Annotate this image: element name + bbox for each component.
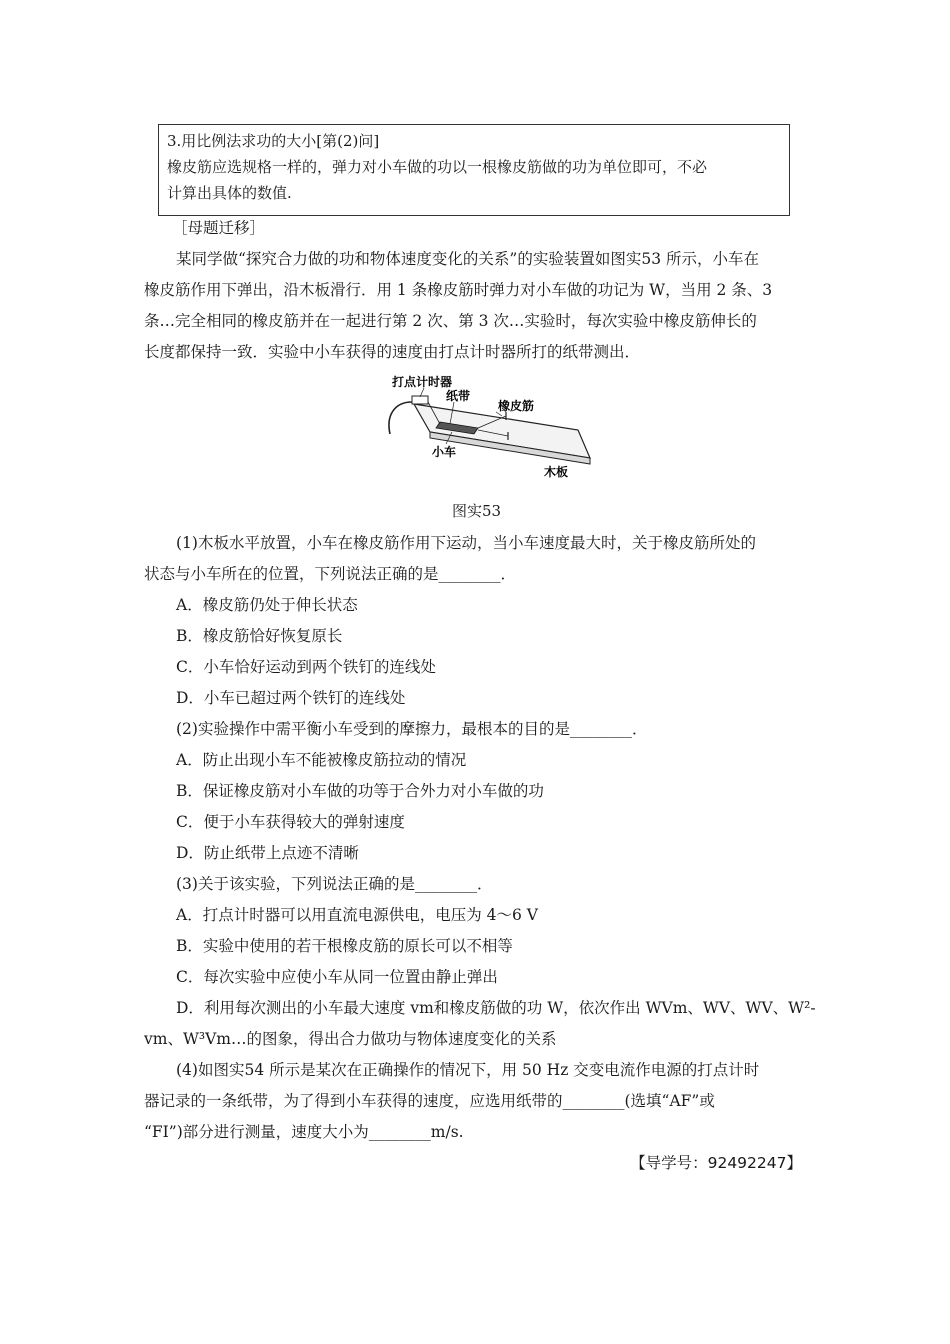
tip-title: 3.用比例法求功的大小[第(2)问]	[167, 132, 380, 150]
q3-option-d-line-1: D．利用每次测出的小车最大速度 vm和橡皮筋做的功 W，依次作出 WVm、WV、WV、W²-	[176, 999, 816, 1017]
section-label: ［母题迁移］	[172, 219, 266, 237]
q3-option-d-line-2: vm、W³Vm…的图象，得出合力做功与物体速度变化的关系	[144, 1030, 557, 1048]
q1-stem-line-2: 状态与小车所在的位置，下列说法正确的是________．	[144, 565, 517, 583]
label-board: 木板	[544, 465, 569, 479]
q1-option-b: B．橡皮筋恰好恢复原长	[176, 627, 343, 645]
q1-option-c: C．小车恰好运动到两个铁钉的连线处	[176, 658, 436, 676]
q2-option-a: A．防止出现小车不能被橡皮筋拉动的情况	[176, 751, 467, 769]
intro-line-3: 条…完全相同的橡皮筋并在一起进行第 2 次、第 3 次…实验时，每次实验中橡皮筋伸长的	[144, 312, 757, 330]
q2-stem: (2)实验操作中需平衡小车受到的摩擦力，最根本的目的是________．	[176, 720, 648, 738]
q2-option-b: B．保证橡皮筋对小车做的功等于合外力对小车做的功	[176, 782, 544, 800]
intro-line-4: 长度都保持一致．实验中小车获得的速度由打点计时器所打的纸带测出．	[144, 343, 641, 361]
q3-option-b: B．实验中使用的若干根橡皮筋的原长可以不相等	[176, 937, 513, 955]
q2-option-c: C．便于小车获得较大的弹射速度	[176, 813, 405, 831]
q1-option-a: A．橡皮筋仍处于伸长状态	[176, 596, 358, 614]
intro-line-1: 某同学做“探究合力做的功和物体速度变化的关系”的实验装置如图实53 所示，小车在	[176, 250, 760, 268]
label-rubber: 橡皮筋	[498, 399, 535, 413]
guide-number: 【导学号：92492247】	[630, 1154, 802, 1172]
q3-option-c: C．每次实验中应使小车从同一位置由静止弹出	[176, 968, 498, 986]
q2-option-d: D．防止纸带上点迹不清晰	[176, 844, 359, 862]
intro-line-2: 橡皮筋作用下弹出，沿木板滑行．用 1 条橡皮筋时弹力对小车做的功记为 W，当用 2 条、3	[144, 281, 773, 299]
experiment-apparatus-figure	[384, 372, 596, 484]
q4-line-2: 器记录的一条纸带，为了得到小车获得的速度，应选用纸带的________(选填“AF”或	[144, 1092, 715, 1110]
q4-line-3: “FI”)部分进行测量，速度大小为________m/s.	[144, 1123, 464, 1141]
label-tape: 纸带	[446, 389, 471, 403]
tip-box	[158, 124, 790, 216]
q1-stem-line-1: (1)木板水平放置，小车在橡皮筋作用下运动，当小车速度最大时，关于橡皮筋所处的	[176, 534, 756, 552]
q3-stem: (3)关于该实验，下列说法正确的是________．	[176, 875, 493, 893]
q3-option-a: A．打点计时器可以用直流电源供电，电压为 4～6 V	[176, 906, 538, 924]
label-timer: 打点计时器	[392, 375, 453, 389]
q4-line-1: (4)如图实54 所示是某次在正确操作的情况下，用 50 Hz 交变电流作电源的打点计时	[176, 1061, 760, 1079]
q1-option-d: D．小车已超过两个铁钉的连线处	[176, 689, 406, 707]
label-cart: 小车	[432, 445, 457, 459]
tip-body-line-1: 橡皮筋应选规格一样的，弹力对小车做的功以一根橡皮筋做的功为单位即可，不必	[167, 158, 708, 176]
tip-body-line-2: 计算出具体的数值.	[167, 184, 292, 202]
tape-end	[389, 402, 412, 434]
figure-caption: 图实53	[452, 502, 502, 520]
timer-body	[412, 396, 428, 404]
